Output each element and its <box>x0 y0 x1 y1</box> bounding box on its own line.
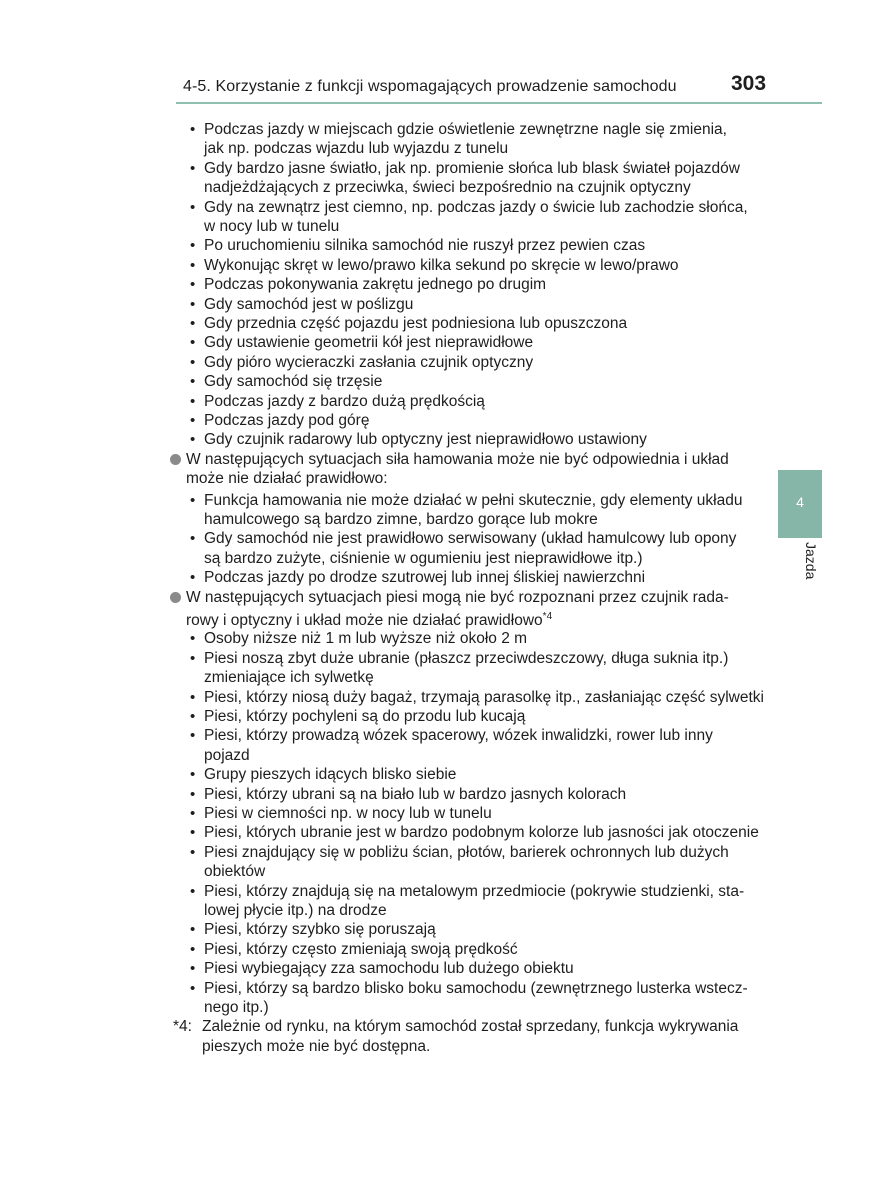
list-item-text: Gdy samochód jest w poślizgu <box>204 295 414 313</box>
list-item-text: Piesi, którzy prowadzą wózek spacerowy, wózek inwalidzki, rower lub inny <box>204 727 713 745</box>
list-item-text: Gdy samochód nie jest prawidłowo serwisowany (układ hamulcowy lub opony <box>204 530 737 548</box>
bullet-dot: • <box>190 727 196 745</box>
bullet-dot: • <box>190 392 196 410</box>
list-item-text: Podczas jazdy z bardzo dużą prędkością <box>204 392 485 410</box>
list-item-text: Gdy na zewnątrz jest ciemno, np. podczas jazdy o świcie lub zachodzie słońca, <box>204 198 748 216</box>
list-item-text: Piesi znajdujący się w pobliżu ścian, płotów, barierek ochronnych lub dużych <box>204 843 729 861</box>
list-item-text: jak np. podczas wjazdu lub wyjazdu z tunelu <box>204 140 509 158</box>
chapter-number: 4 <box>796 494 804 510</box>
chapter-tab <box>778 470 822 538</box>
list-item-text: nego itp.) <box>204 999 269 1016</box>
list-item-text: Funkcja hamowania nie może działać w pełni skutecznie, gdy elementy układu <box>204 491 743 509</box>
list-item-text: nadjeżdżających z przeciwka, świeci bezpośrednio na czujnik optyczny <box>204 179 691 197</box>
list-item-text: obiektów <box>204 863 266 881</box>
list-item-text: Po uruchomieniu silnika samochód nie ruszył przez pewien czas <box>204 237 646 255</box>
list-item-text: Wykonując skręt w lewo/prawo kilka sekund po skręcie w lewo/prawo <box>204 256 679 274</box>
bullet-dot: • <box>190 708 196 725</box>
bullet-dot: • <box>190 882 196 900</box>
list-item-text: Podczas jazdy w miejscach gdzie oświetlenie zewnętrzne nagle się zmienia, <box>204 121 727 138</box>
list-item-text: Gdy czujnik radarowy lub optyczny jest nieprawidłowo ustawiony <box>204 431 647 449</box>
bullet-dot: • <box>190 630 196 648</box>
bullet-dot: • <box>190 431 196 449</box>
bullet-dot: • <box>190 121 196 138</box>
list-item-text: zmieniające ich sylwetkę <box>204 669 374 687</box>
bullet-dot: • <box>190 412 196 429</box>
list-item-text: Piesi, którzy pochyleni są do przodu lub kucają <box>204 708 526 725</box>
list-item-text: lowej płycie itp.) na drodze <box>204 902 387 919</box>
bullet-dot: • <box>190 979 196 997</box>
bullet-dot: • <box>190 276 196 294</box>
list-item-text: Podczas pokonywania zakrętu jednego po drugim <box>204 276 547 294</box>
header-divider <box>176 102 822 104</box>
list-item-text: Osoby niższe niż 1 m lub wyższe niż około 2 m <box>204 630 528 648</box>
bullet-dot: • <box>190 237 196 255</box>
bullet-dot: • <box>190 353 196 371</box>
bullet-dot: • <box>190 649 196 667</box>
bullet-dot: • <box>190 315 196 332</box>
list-item-text: w nocy lub w tunelu <box>204 218 340 235</box>
footnote-reference: *4 <box>542 611 553 622</box>
bullet-dot: • <box>190 921 196 939</box>
bullet-dot: • <box>190 940 196 958</box>
bullet-dot: • <box>190 256 196 274</box>
bullet-dot: • <box>190 688 196 706</box>
list-item-text: Piesi, których ubranie jest w bardzo podobnym kolorze lub jasności jak otoczenie <box>204 824 759 842</box>
list-item-text: Piesi, którzy często zmieniają swoją prędkość <box>204 940 518 958</box>
list-item-text: Piesi, którzy ubrani są na biało lub w bardzo jasnych kolorach <box>204 785 627 803</box>
list-item-text: Grupy pieszych idących blisko siebie <box>204 766 457 784</box>
bullet-dot: • <box>190 491 196 509</box>
bullet-dot: • <box>190 766 196 784</box>
bullet-dot: • <box>190 843 196 861</box>
bullet-dot: • <box>190 373 196 391</box>
bullet-dot: • <box>190 960 196 978</box>
bullet-dot: • <box>190 785 196 803</box>
bullet-dot: • <box>190 334 196 352</box>
list-item-text: Podczas jazdy po drodze szutrowej lub innej śliskiej nawierzchni <box>204 569 646 587</box>
list-item-text: Gdy pióro wycieraczki zasłania czujnik optyczny <box>204 353 534 371</box>
footnote-mark: *4: <box>173 1018 192 1036</box>
bullet-dot: • <box>190 198 196 216</box>
bullet-dot: • <box>190 530 196 548</box>
list-item-text: Gdy bardzo jasne światło, jak np. promienie słońca lub blask świateł pojazdów <box>204 159 740 177</box>
paragraph-marker-icon <box>170 454 181 465</box>
list-item-text: Gdy przednia część pojazdu jest podniesiona lub opuszczona <box>204 315 628 332</box>
list-item-text: hamulcowego są bardzo zimne, bardzo gorące lub mokre <box>204 511 598 528</box>
page-number: 303 <box>731 72 767 95</box>
list-item-text: Piesi, którzy są bardzo blisko boku samochodu (zewnętrznego lusterka wstecz- <box>204 979 748 997</box>
chapter-label: Jazda <box>803 542 819 580</box>
list-item-text: Gdy samochód się trzęsie <box>204 373 383 391</box>
paragraph-text: W następujących sytuacjach piesi mogą nie być rozpoznani przez czujnik rada- <box>186 588 729 606</box>
section-title: 4-5. Korzystanie z funkcji wspomagających prowadzenie samochodu <box>183 78 677 95</box>
paragraph-marker-icon <box>170 592 181 603</box>
list-item-text: Piesi, którzy znajdują się na metalowym przedmiocie (pokrywie studzienki, sta- <box>204 882 745 900</box>
footnote-text: Zależnie od rynku, na którym samochód został sprzedany, funkcja wykrywania <box>202 1018 739 1036</box>
bullet-dot: • <box>190 159 196 177</box>
list-item-text: Piesi, którzy niosą duży bagaż, trzymają parasolkę itp., zasłaniając część sylwetki <box>204 688 764 706</box>
bullet-dot: • <box>190 569 196 587</box>
list-item-text: Piesi wybiegający zza samochodu lub dużego obiektu <box>204 960 574 978</box>
list-item-text: są bardzo zużyte, ciśnienie w ogumieniu jest nieprawidłowe itp.) <box>204 549 643 567</box>
list-item-text: Piesi noszą zbyt duże ubranie (płaszcz przeciwdeszczowy, długa suknia itp.) <box>204 649 729 667</box>
paragraph-text: może nie działać prawidłowo: <box>186 470 388 488</box>
bullet-dot: • <box>190 295 196 313</box>
list-item-text: pojazd <box>204 746 250 764</box>
paragraph-text: rowy i optyczny i układ może nie działać prawidłowo$^{*4}$ <box>186 611 553 629</box>
list-item-text: Piesi, którzy szybko się poruszają <box>204 921 436 939</box>
paragraph-text: W następujących sytuacjach siła hamowania może nie być odpowiednia i układ <box>186 450 729 468</box>
list-item-text: Podczas jazdy pod górę <box>204 412 370 429</box>
list-item-text: Gdy ustawienie geometrii kół jest nieprawidłowe <box>204 334 534 352</box>
bullet-dot: • <box>190 824 196 842</box>
list-item-text: Piesi w ciemności np. w nocy lub w tunelu <box>204 805 492 822</box>
bullet-dot: • <box>190 805 196 822</box>
footnote-text: pieszych może nie być dostępna. <box>202 1037 431 1055</box>
